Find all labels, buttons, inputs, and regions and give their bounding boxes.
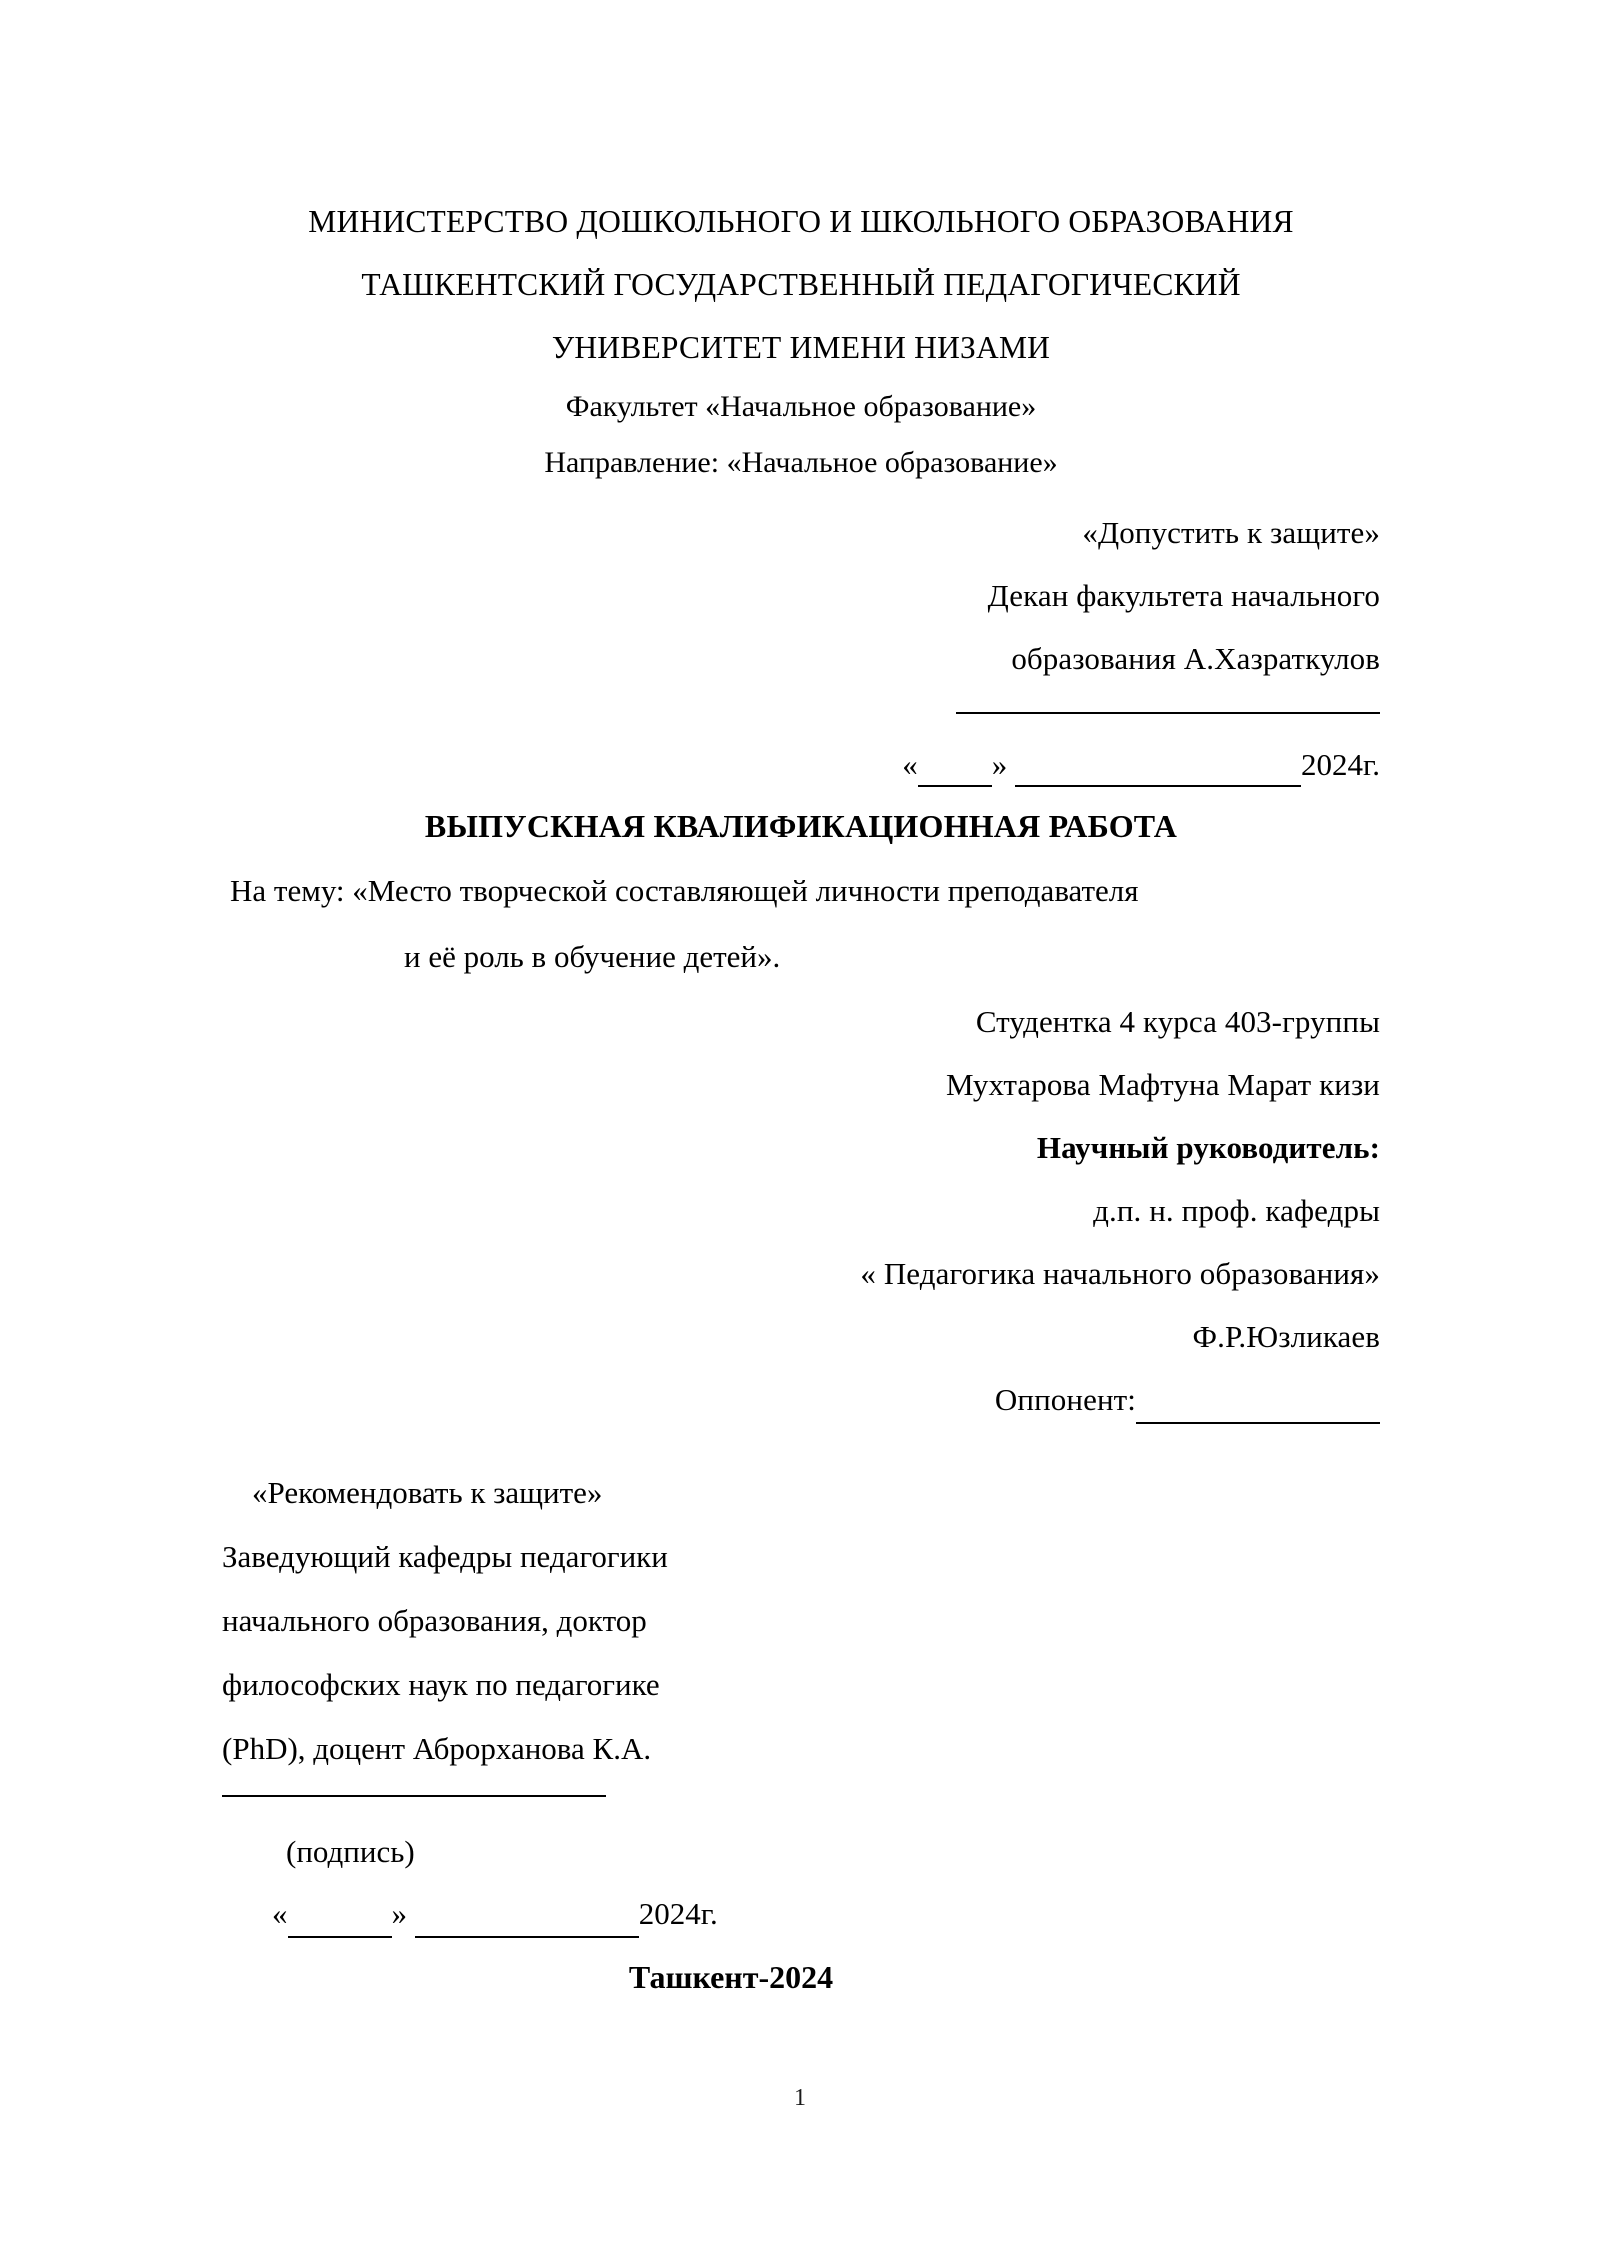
signature-rule (956, 712, 1380, 714)
city-year: Ташкент-2024 (628, 1959, 834, 1995)
student-course-group: 4 курса 403-группы (1111, 1004, 1380, 1039)
date-quote-close: » (991, 747, 1008, 782)
opponent-row (222, 1368, 1380, 1431)
org-line-3: УНИВЕРСИТЕТ ИМЕНИ НИЗАМИ (551, 330, 1051, 365)
final-month-blank (415, 1936, 639, 1938)
month-blank (1015, 785, 1301, 787)
approval-date-row (222, 736, 1380, 794)
supervisor-name: Ф.Р.Юзликаев (1192, 1319, 1380, 1354)
organization-heading (222, 190, 1380, 379)
recommendation-block (222, 1461, 1380, 1945)
faculty-block (222, 379, 1380, 491)
supervisor-block (222, 1116, 1380, 1368)
work-title: ВЫПУСКНАЯ КВАЛИФИКАЦИОННАЯ РАБОТА (424, 808, 1178, 844)
supervisor-department: « Педагогика начального образования» (860, 1256, 1380, 1291)
recommend-quote: «Рекомендовать к защите» (252, 1475, 603, 1510)
day-blank (918, 785, 992, 787)
dean-line-1: Декан факультета начального (987, 578, 1380, 613)
student-line (222, 990, 1380, 1053)
org-line-2: ТАШКЕНТСКИЙ ГОСУДАРСТВЕННЫЙ ПЕДАГОГИЧЕСКИЙ (361, 267, 1241, 302)
recommend-date-row (222, 1883, 1380, 1945)
supervisor-degree: д.п. н. проф. кафедры (1093, 1193, 1380, 1228)
supervisor-label: Научный руководитель: (1036, 1130, 1380, 1165)
student-name: Мухтарова Мафтуна Марат кизи (946, 1067, 1380, 1102)
opponent-label: Оппонент: (994, 1382, 1136, 1417)
page-content (222, 190, 1380, 2009)
recommend-signature-rule (222, 1795, 606, 1797)
student-block (222, 990, 1380, 1116)
spacer (222, 491, 1380, 501)
final-year: 2024г. (638, 1896, 718, 1931)
topic-line-1: На тему: «Место творческой составляющей личности преподавателя (230, 873, 1139, 908)
dean-signature-rule-row (222, 690, 1380, 736)
faculty-line: Факультет «Начальное образование» (565, 390, 1037, 423)
direction-line: Направление: «Начальное образование» (544, 446, 1058, 479)
recommend-line-2: начального образования, доктор (222, 1603, 647, 1638)
approval-block (222, 501, 1380, 794)
recommend-signature-rule-row (222, 1781, 1380, 1821)
signature-caption: (подпись) (286, 1834, 415, 1869)
final-date-quote-open: « (272, 1896, 288, 1931)
final-date-quote-close: » (391, 1896, 407, 1931)
page-number: 1 (794, 2085, 806, 2111)
student-label: Студентка (975, 1004, 1112, 1039)
dean-line-2: образования А.Хазраткулов (1011, 641, 1380, 676)
opponent-blank (1136, 1422, 1380, 1424)
topic-block (222, 858, 1380, 990)
date-quote-open: « (902, 747, 918, 782)
topic-line-2: и её роль в обучение детей». (404, 939, 781, 974)
final-day-blank (288, 1936, 392, 1938)
recommend-line-4: (PhD), доцент Аброрханова К.А. (222, 1731, 652, 1766)
org-line-1: МИНИСТЕРСТВО ДОШКОЛЬНОГО И ШКОЛЬНОГО ОБРАЗОВАНИЯ (308, 204, 1294, 239)
recommend-line-3: философских наук по педагогике (222, 1667, 660, 1702)
recommend-line-1: Заведующий кафедры педагогики (222, 1539, 668, 1574)
approval-year: 2024г. (1301, 747, 1380, 782)
permit-to-defend-label: «Допустить к защите» (1082, 515, 1380, 550)
